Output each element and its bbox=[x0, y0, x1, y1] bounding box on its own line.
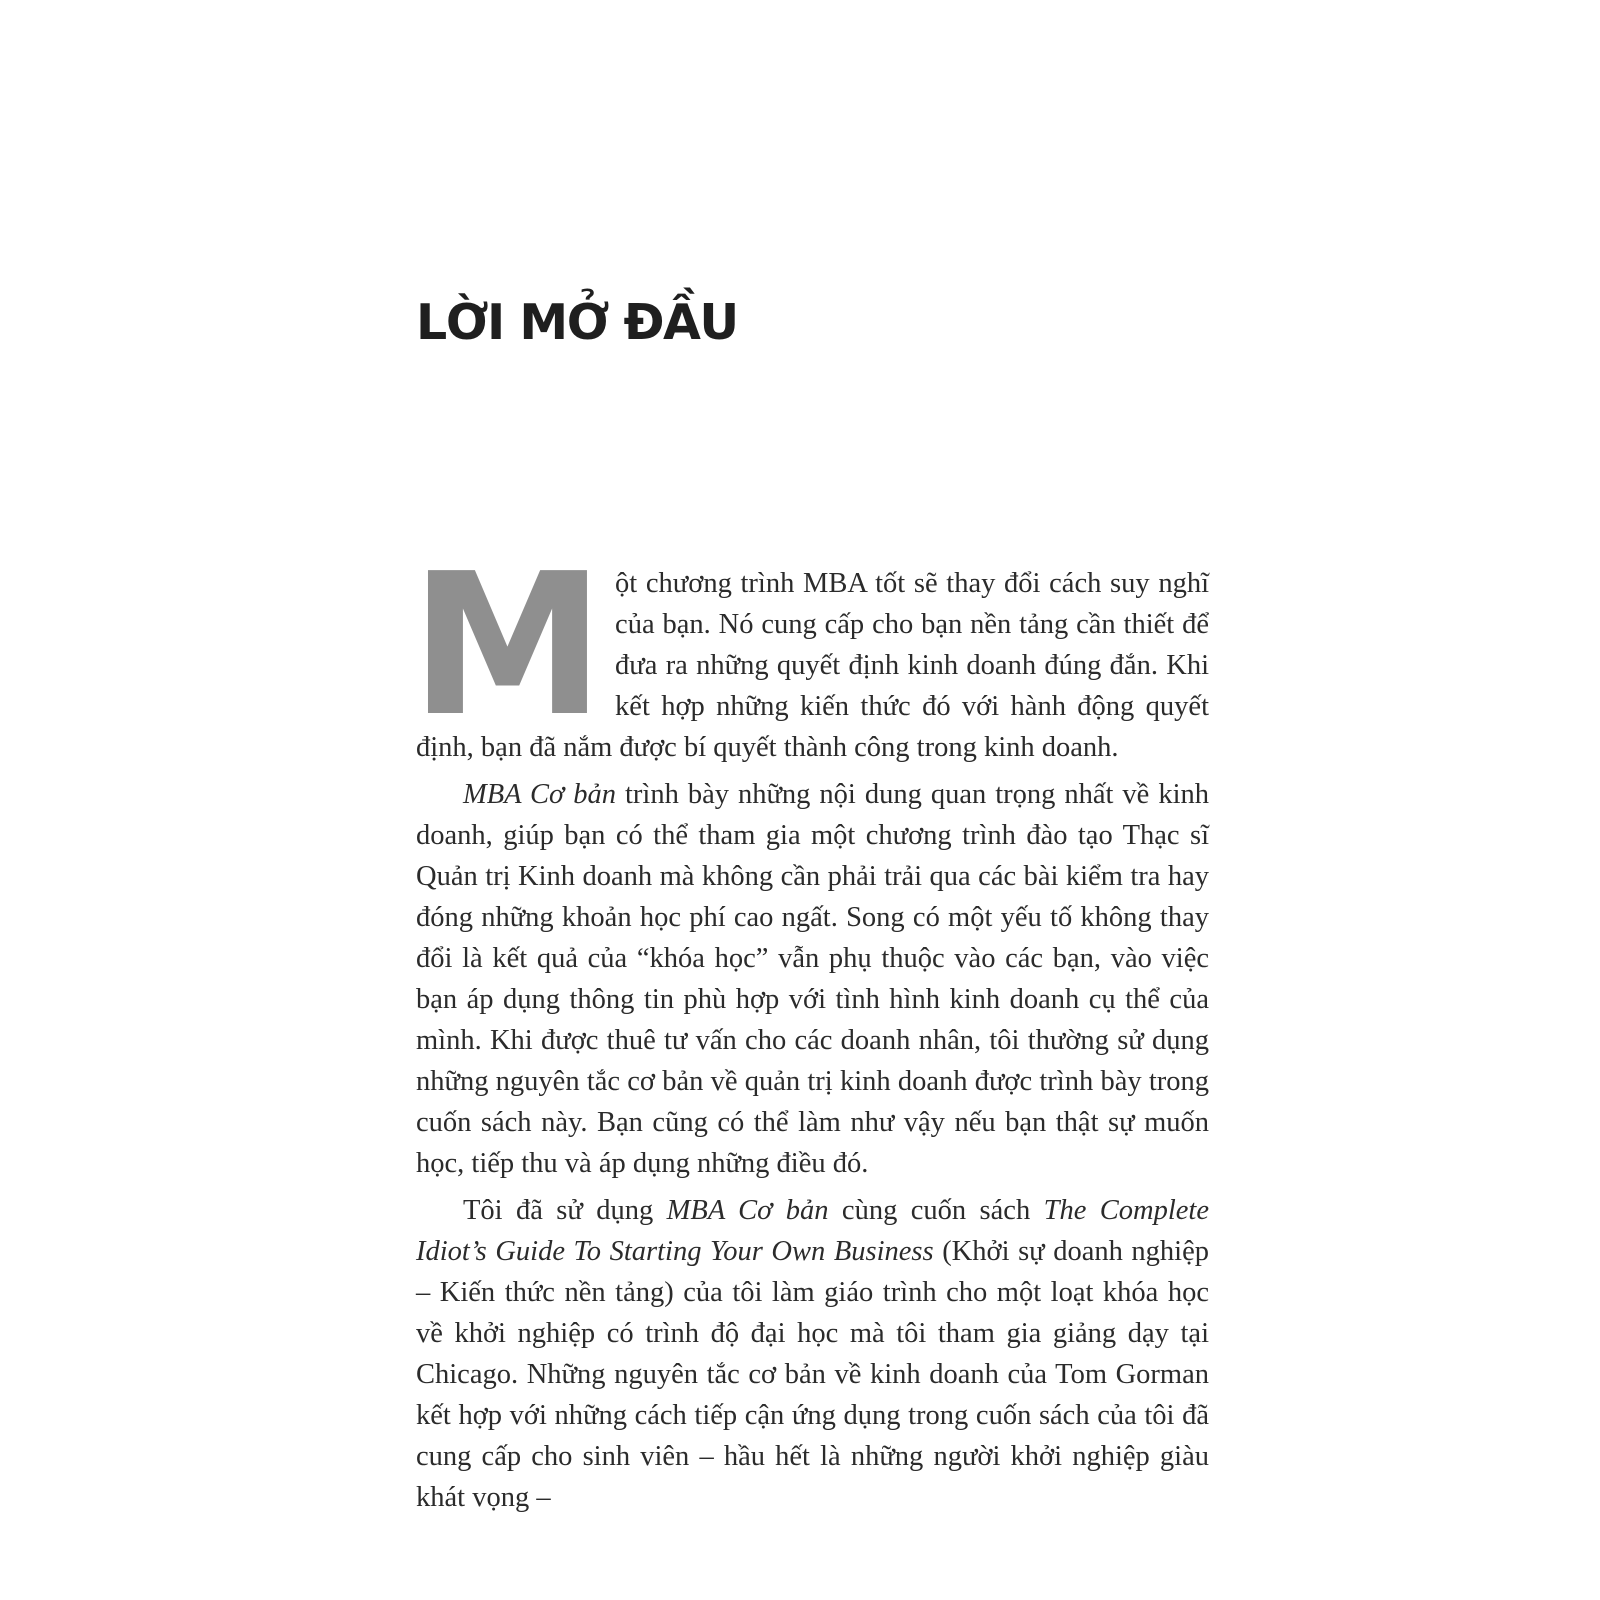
drop-cap: M bbox=[410, 532, 602, 760]
paragraph-1-text: ột chương trình MBA tốt sẽ thay đổi cách suy nghĩ của bạn. Nó cung cấp cho bạn nền tảng cần thiết để đưa ra những quyết định kinh doanh đúng đắn. Khi kết hợp những kiến thức đó với hành động quyết định, bạn đã nắm được bí quyết thành công trong kinh doanh. bbox=[416, 568, 1209, 763]
body-text bbox=[410, 532, 1209, 1524]
chapter-title: LỜI MỞ ĐẦU bbox=[416, 294, 738, 351]
book-title-idiots-guide: The Complete Idiot’s Guide To Starting Your Own Business bbox=[416, 1195, 1209, 1267]
book-title-mba: MBA Cơ bản bbox=[463, 779, 617, 810]
paragraph-1 bbox=[410, 532, 1209, 768]
paragraph-2-text: trình bày những nội dung quan trọng nhất về kinh doanh, giúp bạn có thể tham gia một chương trình đào tạo Thạc sĩ Quản trị Kinh doanh mà không cần phải trải qua các bài kiểm tra hay đóng những khoản học phí cao ngất. Song có một yếu tố không thay đổi là kết quả của “khóa học” vẫn phụ thuộc vào các bạn, vào việc bạn áp dụng thông tin phù hợp với tình hình kinh doanh cụ thể của mình. Khi được thuê tư vấn cho các doanh nhân, tôi thường sử dụng những nguyên tắc cơ bản về quản trị kinh doanh được trình bày trong cuốn sách này. Bạn cũng có thể làm như vậy nếu bạn thật sự muốn học, tiếp thu và áp dụng những điều đó. bbox=[416, 779, 1209, 1179]
paragraph-3 bbox=[416, 1190, 1209, 1518]
paragraph-3-text-a: Tôi đã sử dụng bbox=[463, 1195, 667, 1226]
book-title-mba-2: MBA Cơ bản bbox=[666, 1195, 829, 1226]
paragraph-3-text-b: cùng cuốn sách bbox=[828, 1195, 1044, 1226]
paragraph-2 bbox=[416, 774, 1209, 1184]
paragraph-3-text-c: (Khởi sự doanh nghiệp – Kiến thức nền tảng) của tôi làm giáo trình cho một loạt khóa học về khởi nghiệp có trình độ đại học mà tôi tham gia giảng dạy tại Chicago. Những nguyên tắc cơ bản về kinh doanh của Tom Gorman kết hợp với những cách tiếp cận ứng dụng trong cuốn sách của tôi đã cung cấp cho sinh viên – hầu hết là những người khởi nghiệp giàu khát vọng – bbox=[416, 1236, 1209, 1513]
